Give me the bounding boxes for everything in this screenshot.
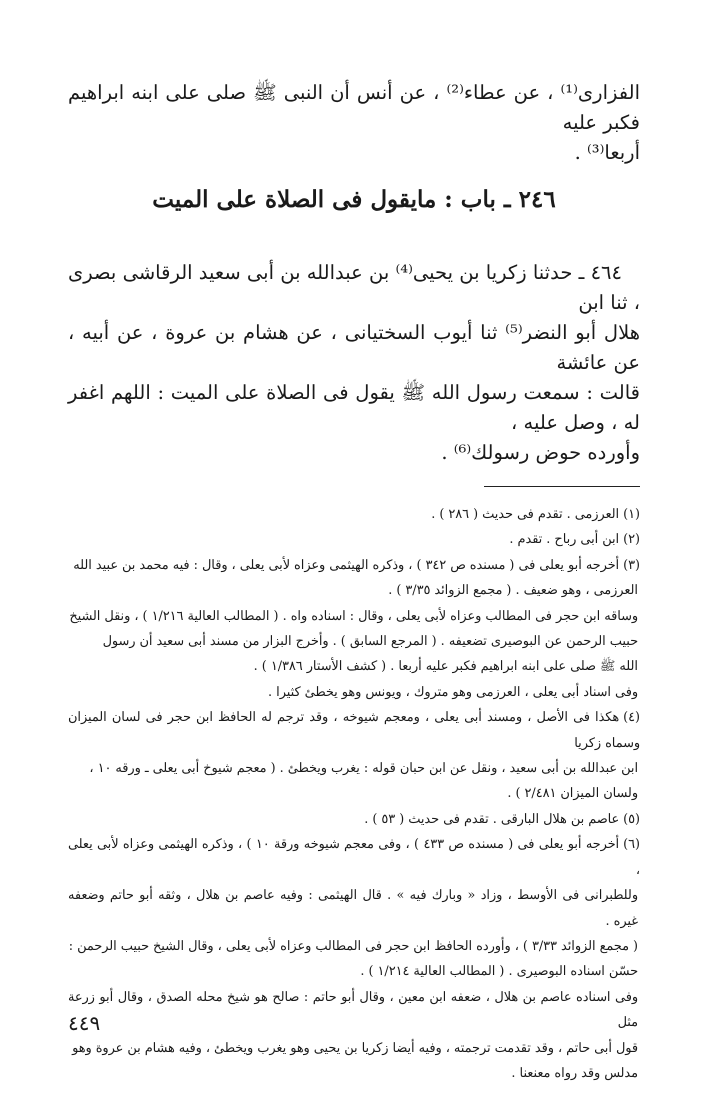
- footnote-line: العرزمى ، وهو ضعيف . ( مجمع الزوائد ٣/٣٥ ) .: [388, 583, 638, 599]
- footnote-line: أخرجه أبو يعلى فى ( مسنده ص ٤٣٣ ) ، وفى معجم شيوخه ورقة ١٠ ) ، وذكره الهيثمى وعزاه لأبى يعلى ،: [68, 837, 640, 878]
- footnote-6: [68, 832, 640, 883]
- footnote-line: قول أبى حاتم ، وقد تقدمت ترجمته ، وفيه أيضا زكريا بن يحيى وهو يغرب ويخطئ ، وفيه هشام بن عروة وهو: [72, 1040, 638, 1056]
- footnote-number: (٣): [623, 557, 640, 573]
- text-line: الفزارى⁽¹⁾ ، عن عطاء⁽²⁾ ، عن أنس أن النبى ﷺ صلى على ابنه ابراهيم فكبر عليه: [68, 81, 640, 134]
- footnote-line: وفى اسناد أبى يعلى ، العرزمى وهو متروك ، ويونس وهو يخطئ كثيرا .: [268, 684, 638, 700]
- footnote-1: [68, 502, 640, 527]
- footnote-line: العرزمى . تقدم فى حديث ( ٢٨٦ ) .: [431, 507, 620, 522]
- footnote-4: [68, 705, 640, 756]
- footnote-number: (٤): [623, 710, 640, 726]
- text-line: هلال أبو النضر⁽⁵⁾ ثنا أيوب السختيانى ، عن هشام بن عروة ، عن أبيه ، عن عائشة: [68, 321, 641, 374]
- footnote-number: (١): [623, 507, 640, 522]
- text-line: وأورده حوض رسولك⁽⁶⁾ .: [441, 441, 640, 464]
- footnote-line: أخرجه أبو يعلى فى ( مسنده ص ٣٤٢ ) ، وذكره الهيثمى وعزاه لأبى يعلى ، وقال : فيه محمد بن عبيد الله: [73, 557, 620, 573]
- text-line: أربعا⁽³⁾ .: [574, 141, 640, 164]
- hadith-line: ٤٦٤ ـ حدثنا زكريا بن يحيى⁽⁴⁾ بن عبدالله بن أبى سعيد الرقاشى بصرى ، ثنا ابن: [68, 261, 640, 314]
- footnote-line: ( مجمع الزوائد ٣/٣٣ ) ، وأورده الحافظ ابن حجر فى المطالب وعزاه لأبى يعلى ، وقال الشيخ حبيب الرحمن :: [68, 938, 638, 954]
- continuation-paragraph: [68, 78, 640, 168]
- footnote-line: الله ﷺ صلى على ابنه ابراهيم فكبر عليه أربعا . ( كشف الأستار ١/٣٨٦ ) .: [253, 659, 638, 675]
- footnote-line: هكذا فى الأصل ، ومسند أبى يعلى ، ومعجم شيوخه ، وقد ترجم له الحافظ ابن حجر فى لسان الميزان وسماه زكريا: [68, 710, 640, 751]
- text-line: قالت : سمعت رسول الله ﷺ يقول فى الصلاة على الميت : اللهم اغفر له ، وصل عليه ،: [68, 381, 640, 434]
- hadith-paragraph: [68, 258, 640, 468]
- footnote-line: مدلس وقد رواه معنعنا .: [511, 1065, 638, 1081]
- footnote-line: حبيب الرحمن عن البوصيرى تضعيفه . ( المرجع السابق ) . وأخرج البزار من مسند أبى سعيد أن رسول: [102, 634, 638, 650]
- footnote-line: حسّن اسناده البوصيرى . ( المطالب العالية ١/٢١٤ ) .: [360, 964, 638, 980]
- footnote-number: (٦): [623, 837, 640, 853]
- footnote-line: وفى اسناده عاصم بن هلال ، ضعفه ابن معين ، وقال أبو حاتم : صالح هو شيخ محله الصدق ، وقال أبو زرعة مثل: [68, 989, 638, 1031]
- footnote-number: (٢): [623, 532, 640, 548]
- footnote-separator-rule: [484, 486, 640, 487]
- footnote-3: [68, 553, 640, 578]
- footnote-number: (٥): [623, 811, 640, 827]
- footnote-5: [68, 807, 640, 832]
- footnote-line: ابن عبدالله بن أبى سعيد ، ونقل عن ابن حبان قوله : يغرب ويخطئ . ( معجم شيوخ أبى يعلى ـ ورقه ١٠ ،: [89, 761, 638, 777]
- text-line: [68, 258, 640, 318]
- footnote-line: ابن أبى رباح . تقدم .: [509, 532, 620, 548]
- footnote-line: وللطبرانى فى الأوسط ، وزاد « وبارك فيه » . قال الهيثمى : وفيه عاصم بن هلال ، وثقه أبو حاتم وضعفه غيره .: [68, 888, 638, 929]
- footnote-line: وساقه ابن حجر فى المطالب وعزاه لأبى يعلى ، وقال : اسناده واه . ( المطالب العالية ١/٢١٦ ) ، ونقل الشيخ: [69, 608, 638, 624]
- chapter-title: ٢٤٦ ـ باب : مايقول فى الصلاة على الميت: [152, 186, 556, 213]
- footnote-2: [68, 527, 640, 552]
- footnote-line: عاصم بن هلال البارقى . تقدم فى حديث ( ٥٣ ) .: [364, 811, 620, 827]
- footnotes-section: [68, 502, 640, 1086]
- page-number: ٤٤٩: [68, 1011, 101, 1035]
- footnote-line: ولسان الميزان ٢/٤٨١ ) .: [507, 786, 638, 802]
